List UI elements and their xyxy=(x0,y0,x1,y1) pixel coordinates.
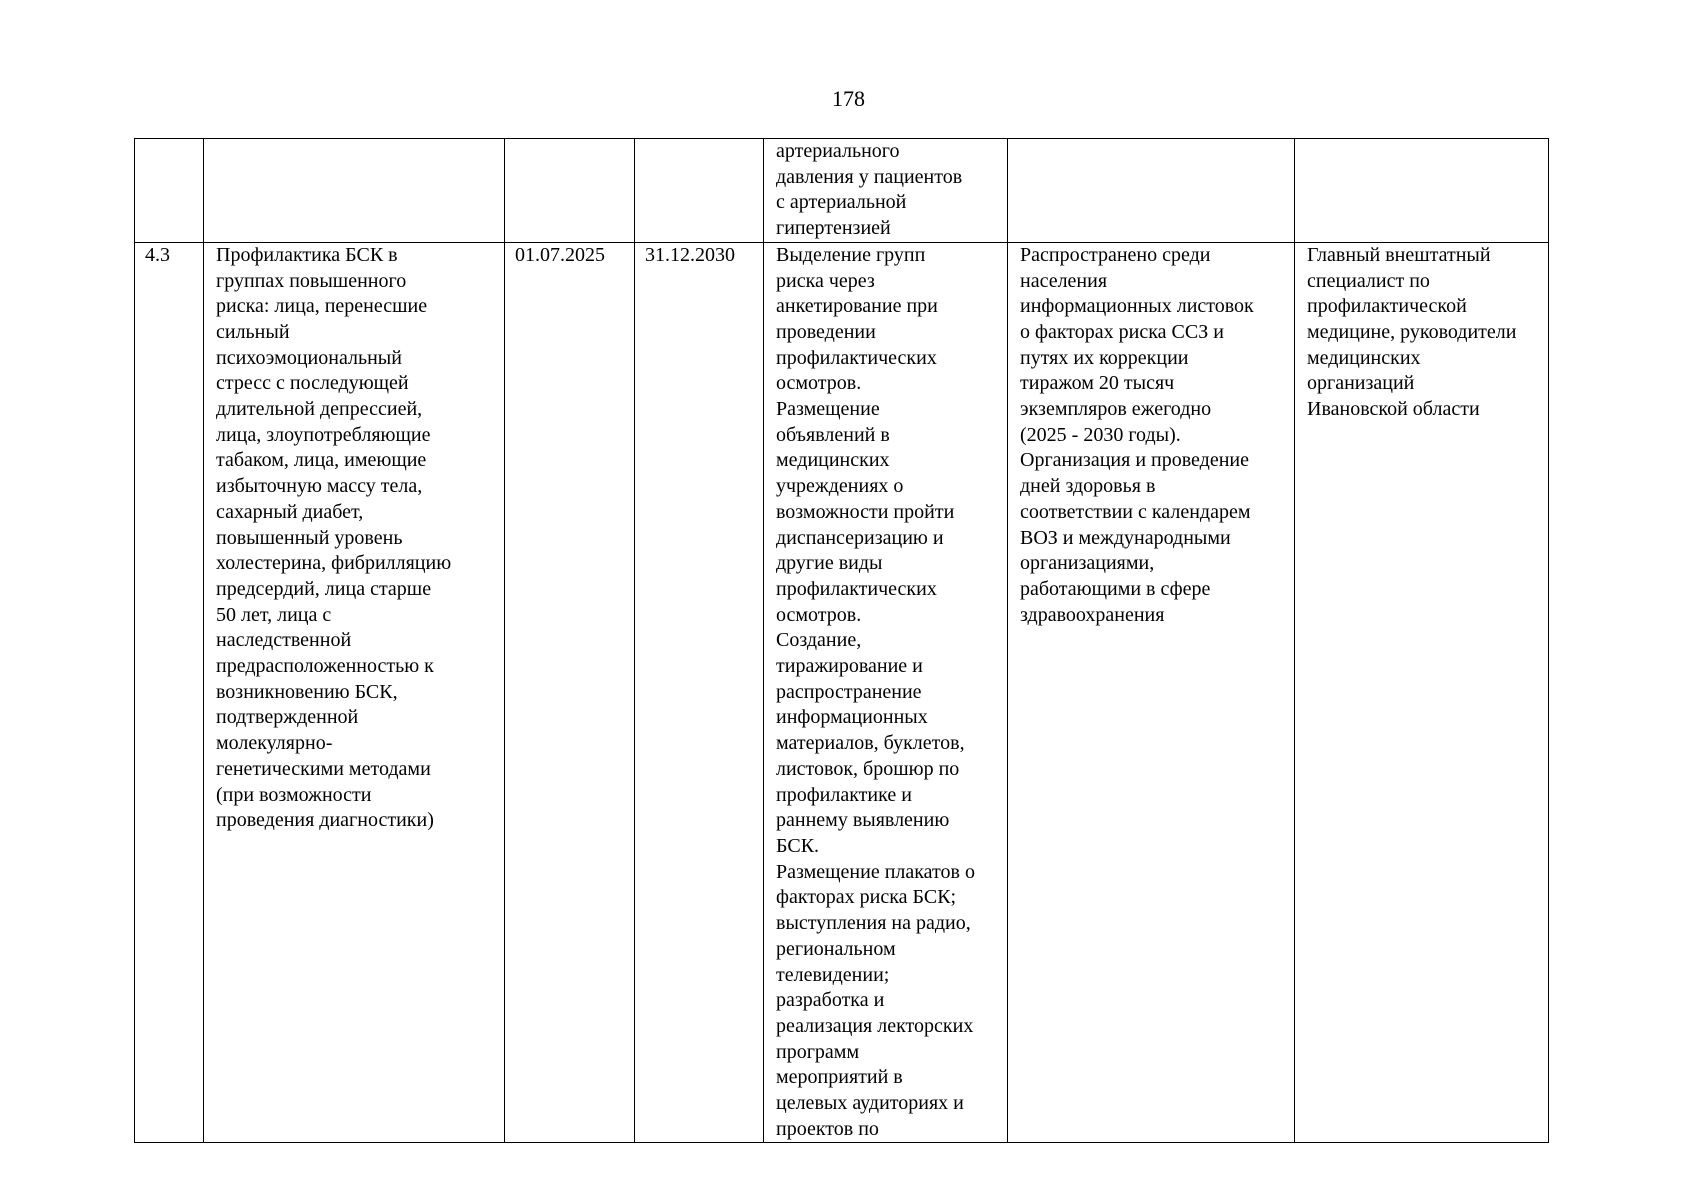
measures-table xyxy=(134,138,1549,1143)
cell-activities: Выделение групп риска через анкетирование при проведении профилактических осмотров. Размещение объявлений в медицинских учреждениях о возможности пройти диспансеризацию и другие виды профилактических осмотров. Создание, тиражирование и распространение информационных материалов, буклетов, листовок, брошюр по профилактике и раннему выявлению БСК. Размещение плакатов о факторах риска БСК; выступления на радио, региональном телевидении; разработка и реализация лекторских программ мероприятий в целевых аудиториях и проектов по xyxy=(764,242,1008,1143)
table-row xyxy=(135,139,1549,243)
cell-result: Распространено среди населения информационных листовок о факторах риска ССЗ и путях их коррекции тиражом 20 тысяч экземпляров ежегодно (2025 - 2030 годы). Организация и проведение дней здоровья в соответствии с календарем ВОЗ и международными организациями, работающими в сфере здравоохранения xyxy=(1008,242,1295,1143)
page-number: 178 xyxy=(832,86,865,111)
cell-activities: артериального давления у пациентов с артериальной гипертензией xyxy=(764,139,1008,243)
cell-measure: Профилактика БСК в группах повышенного риска: лица, перенесшие сильный психоэмоциональный стресс с последующей длительной депрессией, лица, злоупотребляющие табаком, лица, имеющие избыточную массу тела, сахарный диабет, повышенный уровень холестерина, фибрилляцию предсердий, лица старше 50 лет, лица с наследственной предрасположенностью к возникновению БСК, подтвержденной молекулярно- генетическими методами (при возможности проведения диагностики) xyxy=(204,242,505,1143)
cell-responsible xyxy=(1295,139,1549,243)
table-row xyxy=(135,242,1549,1143)
cell-measure xyxy=(204,139,505,243)
cell-number xyxy=(135,139,204,243)
cell-end-date xyxy=(635,139,764,243)
cell-responsible: Главный внештатный специалист по профилактической медицине, руководители медицинских организаций Ивановской области xyxy=(1295,242,1549,1143)
cell-end-date: 31.12.2030 xyxy=(635,242,764,1143)
cell-start-date xyxy=(505,139,635,243)
cell-start-date: 01.07.2025 xyxy=(505,242,635,1143)
cell-result xyxy=(1008,139,1295,243)
cell-number: 4.3 xyxy=(135,242,204,1143)
